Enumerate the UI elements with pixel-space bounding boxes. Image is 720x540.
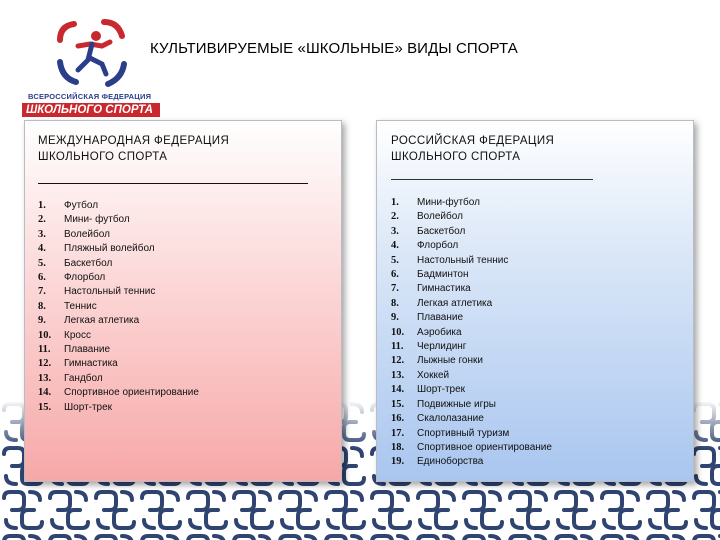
item-number: 11.	[38, 344, 51, 356]
item-label: Легкая атлетика	[417, 297, 493, 309]
item-number: 12.	[391, 355, 405, 367]
item-label: Черлидинг	[417, 341, 467, 353]
list-item	[391, 354, 552, 368]
list-item	[38, 285, 199, 299]
item-label: Настольный теннис	[417, 254, 509, 266]
item-label: Гимнастика	[417, 283, 471, 295]
athlete-emblem-icon	[54, 16, 130, 92]
heading-line2: ШКОЛЬНОГО СПОРТА	[38, 151, 168, 163]
item-number: 1.	[38, 200, 46, 211]
item-number: 14.	[391, 384, 405, 396]
item-number: 10.	[38, 329, 52, 341]
sports-list	[38, 199, 199, 415]
item-label: Лыжные гонки	[417, 355, 483, 367]
item-label: Спортивное ориентирование	[64, 387, 199, 399]
panel-heading	[38, 133, 229, 165]
item-number: 16.	[391, 413, 405, 425]
item-number: 14.	[38, 387, 52, 399]
item-number: 19.	[391, 456, 405, 468]
list-item	[391, 369, 552, 383]
list-item	[391, 383, 552, 397]
list-item	[391, 311, 552, 325]
list-item	[38, 228, 199, 242]
item-label: Волейбол	[417, 211, 463, 223]
item-number: 7.	[38, 286, 46, 298]
logo-line2: ШКОЛЬНОГО СПОРТА	[22, 103, 160, 117]
item-label: Спортивный туризм	[417, 427, 510, 439]
list-item	[38, 372, 199, 386]
list-item	[391, 398, 552, 412]
list-item	[38, 314, 199, 328]
item-number: 3.	[38, 228, 46, 240]
page-title: КУЛЬТИВИРУЕМЫЕ «ШКОЛЬНЫЕ» ВИДЫ СПОРТА	[150, 40, 518, 57]
item-number: 13.	[391, 369, 405, 381]
item-label: Единоборства	[417, 456, 484, 468]
item-label: Гимнастика	[64, 358, 118, 370]
item-label: Футбол	[64, 200, 99, 211]
item-label: Мини- футбол	[64, 214, 130, 226]
item-number: 13.	[38, 372, 52, 384]
heading-line1: МЕЖДУНАРОДНАЯ ФЕДЕРАЦИЯ	[38, 135, 230, 147]
list-item	[38, 386, 199, 400]
item-label: Баскетбол	[64, 257, 113, 269]
list-item	[38, 199, 199, 213]
item-number: 18.	[391, 441, 405, 453]
list-item	[391, 239, 552, 253]
item-label: Подвижные игры	[417, 398, 496, 410]
list-item	[391, 196, 552, 210]
logo-wordmark	[22, 92, 160, 117]
item-number: 3.	[391, 225, 399, 237]
item-number: 8.	[38, 300, 46, 312]
item-label: Настольный теннис	[64, 286, 156, 298]
list-item	[391, 455, 552, 469]
item-number: 17.	[391, 427, 405, 439]
item-label: Флорбол	[417, 240, 459, 252]
item-label: Гандбол	[64, 372, 103, 384]
list-item	[391, 254, 552, 268]
item-number: 5.	[38, 257, 46, 269]
item-label: Шорт-трек	[417, 384, 466, 396]
item-number: 10.	[391, 326, 405, 338]
item-number: 2.	[391, 211, 399, 223]
item-label: Спортивное ориентирование	[417, 441, 552, 453]
item-number: 9.	[38, 315, 46, 327]
item-label: Бадминтон	[417, 269, 469, 281]
list-item	[391, 210, 552, 224]
list-item	[38, 300, 199, 314]
list-item	[391, 225, 552, 239]
item-number: 12.	[38, 358, 52, 370]
list-item	[38, 401, 199, 415]
list-item	[391, 412, 552, 426]
logo-line1: ВСЕРОССИЙСКАЯ ФЕДЕРАЦИЯ	[28, 92, 152, 101]
item-number: 11.	[391, 341, 404, 353]
list-item	[38, 257, 199, 271]
item-label: Скалолазание	[417, 413, 484, 425]
list-item	[38, 213, 199, 227]
item-label: Теннис	[64, 300, 97, 312]
list-item	[391, 268, 552, 282]
panel-heading	[391, 133, 554, 165]
item-label: Плавание	[417, 312, 464, 324]
item-label: Баскетбол	[417, 225, 466, 237]
list-item	[391, 427, 552, 441]
item-number: 6.	[391, 269, 399, 281]
federation-logo	[22, 16, 162, 116]
sports-list	[391, 196, 552, 470]
item-number: 7.	[391, 283, 399, 295]
item-number: 5.	[391, 254, 399, 266]
international-federation-panel	[24, 120, 342, 482]
item-label: Волейбол	[64, 228, 110, 240]
item-number: 4.	[391, 240, 399, 252]
list-item	[38, 242, 199, 256]
item-number: 15.	[38, 401, 52, 413]
heading-divider	[391, 179, 593, 180]
item-label: Мини-футбол	[417, 197, 480, 208]
item-number: 1.	[391, 197, 399, 208]
item-label: Пляжный волейбол	[64, 243, 155, 255]
item-label: Легкая атлетика	[64, 315, 140, 327]
item-label: Плавание	[64, 344, 111, 356]
item-number: 8.	[391, 297, 399, 309]
list-item	[38, 357, 199, 371]
item-label: Хоккей	[417, 369, 450, 381]
list-item	[38, 329, 199, 343]
item-label: Флорбол	[64, 272, 106, 284]
heading-line2: ШКОЛЬНОГО СПОРТА	[391, 151, 521, 163]
russian-federation-panel	[376, 120, 694, 482]
heading-line1: РОССИЙСКАЯ ФЕДЕРАЦИЯ	[391, 135, 555, 147]
item-number: 2.	[38, 214, 46, 226]
list-item	[38, 343, 199, 357]
list-item	[391, 282, 552, 296]
item-number: 15.	[391, 398, 405, 410]
list-item	[38, 271, 199, 285]
item-number: 6.	[38, 272, 46, 284]
list-item	[391, 326, 552, 340]
item-label: Аэробика	[417, 326, 462, 338]
heading-divider	[38, 183, 308, 184]
list-item	[391, 340, 552, 354]
item-label: Шорт-трек	[64, 401, 113, 413]
item-number: 4.	[38, 243, 46, 255]
list-item	[391, 297, 552, 311]
list-item	[391, 441, 552, 455]
item-number: 9.	[391, 312, 399, 324]
item-label: Кросс	[64, 329, 91, 341]
